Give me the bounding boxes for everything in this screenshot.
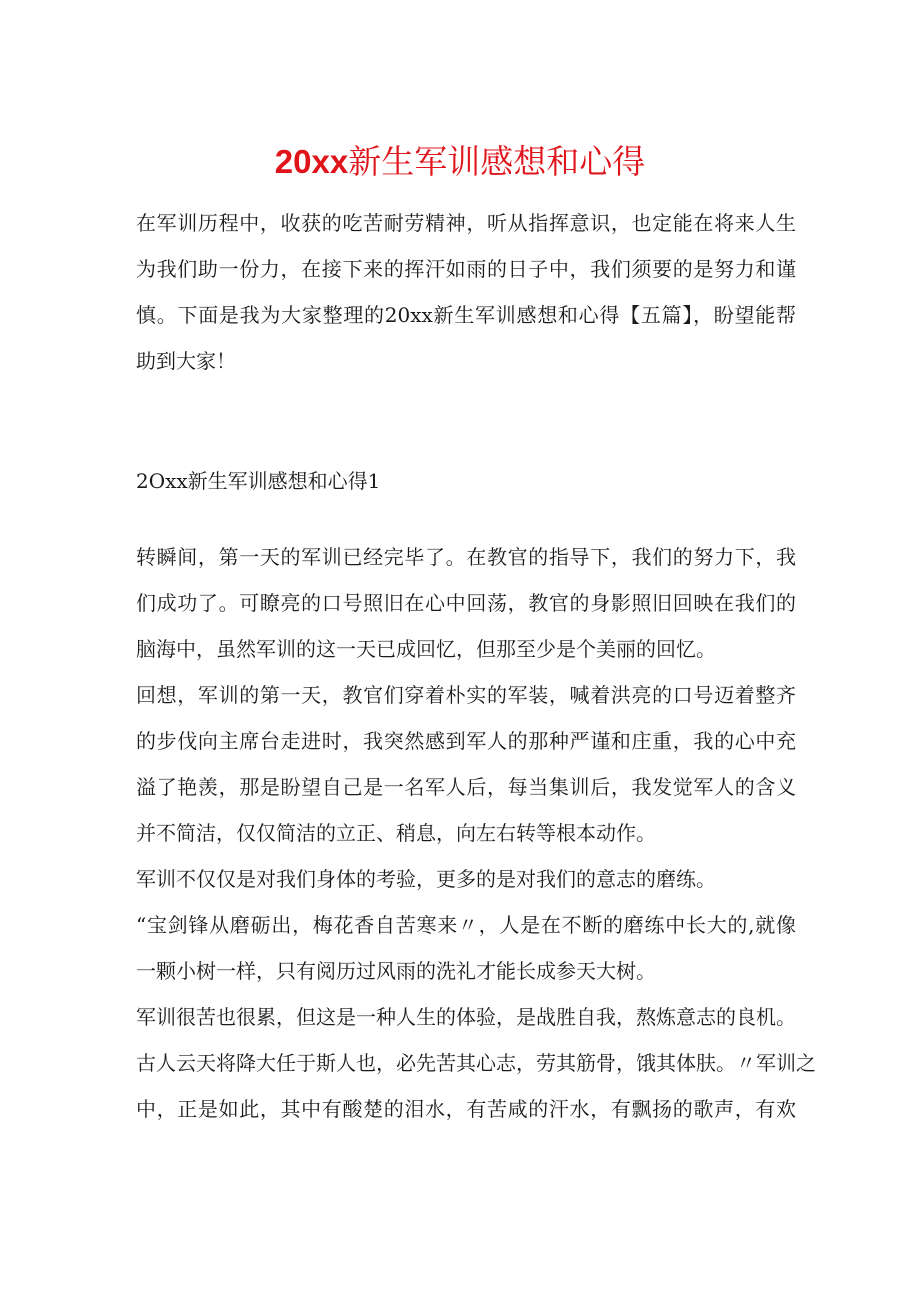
- body-line: “宝剑锋从磨砺出，梅花香自苦寒来〃，人是在不断的磨练中长大的,就像: [136, 913, 796, 937]
- body-line: 溢了艳羡，那是盼望自己是一名军人后，每当集训后，我发觉军人的含义: [136, 775, 796, 799]
- body-paragraphs: [136, 534, 816, 1132]
- intro-paragraph: [136, 200, 796, 384]
- title-year: 20xx: [274, 143, 349, 180]
- title-text: 新生军训感想和心得: [348, 142, 646, 181]
- document-title: [0, 140, 920, 184]
- section-heading: 2Oxx新生军训感想和心得1: [136, 469, 381, 493]
- intro-line: 助到大家！: [136, 349, 236, 373]
- body-line: 们成功了。可瞭亮的口号照旧在心中回荡，教官的身影照旧回映在我们的: [136, 591, 796, 615]
- body-line: 脑海中，虽然军训的这一天已成回忆，但那至少是个美丽的回忆。: [136, 637, 716, 661]
- intro-line: 为我们助一份力，在接下来的挥汗如雨的日子中，我们须要的是努力和谨: [136, 257, 796, 281]
- body-line: 的步伐向主席台走进时，我突然感到军人的那种严谨和庄重，我的心中充: [136, 729, 796, 753]
- body-line: 古人云天将降大任于斯人也，必先苦其心志，劳其筋骨，饿其体肤。〃军训之: [136, 1051, 816, 1075]
- body-line: 一颗小树一样，只有阅历过风雨的洗礼才能长成参天大树。: [136, 959, 656, 983]
- body-line: 军训不仅仅是对我们身体的考验，更多的是对我们的意志的磨练。: [136, 867, 716, 891]
- body-line: 回想，军训的第一天，教官们穿着朴实的军装，喊着洪亮的口号迈着整齐: [136, 683, 796, 707]
- intro-line: 慎。下面是我为大家整理的20xx新生军训感想和心得【五篇】，盼望能帮: [136, 303, 796, 327]
- body-line: 军训很苦也很累，但这是一种人生的体验，是战胜自我，熬炼意志的良机。: [136, 1005, 796, 1029]
- intro-line: 在军训历程中，收获的吃苦耐劳精神，听从指挥意识，也定能在将来人生: [136, 211, 796, 235]
- body-line: 转瞬间，第一天的军训已经完毕了。在教官的指导下，我们的努力下，我: [136, 545, 796, 569]
- body-line: 中，正是如此，其中有酸楚的泪水，有苦咸的汗水，有飘扬的歌声，有欢: [136, 1097, 796, 1121]
- body-line: 并不简洁，仅仅简洁的立正、稍息，向左右转等根本动作。: [136, 821, 656, 845]
